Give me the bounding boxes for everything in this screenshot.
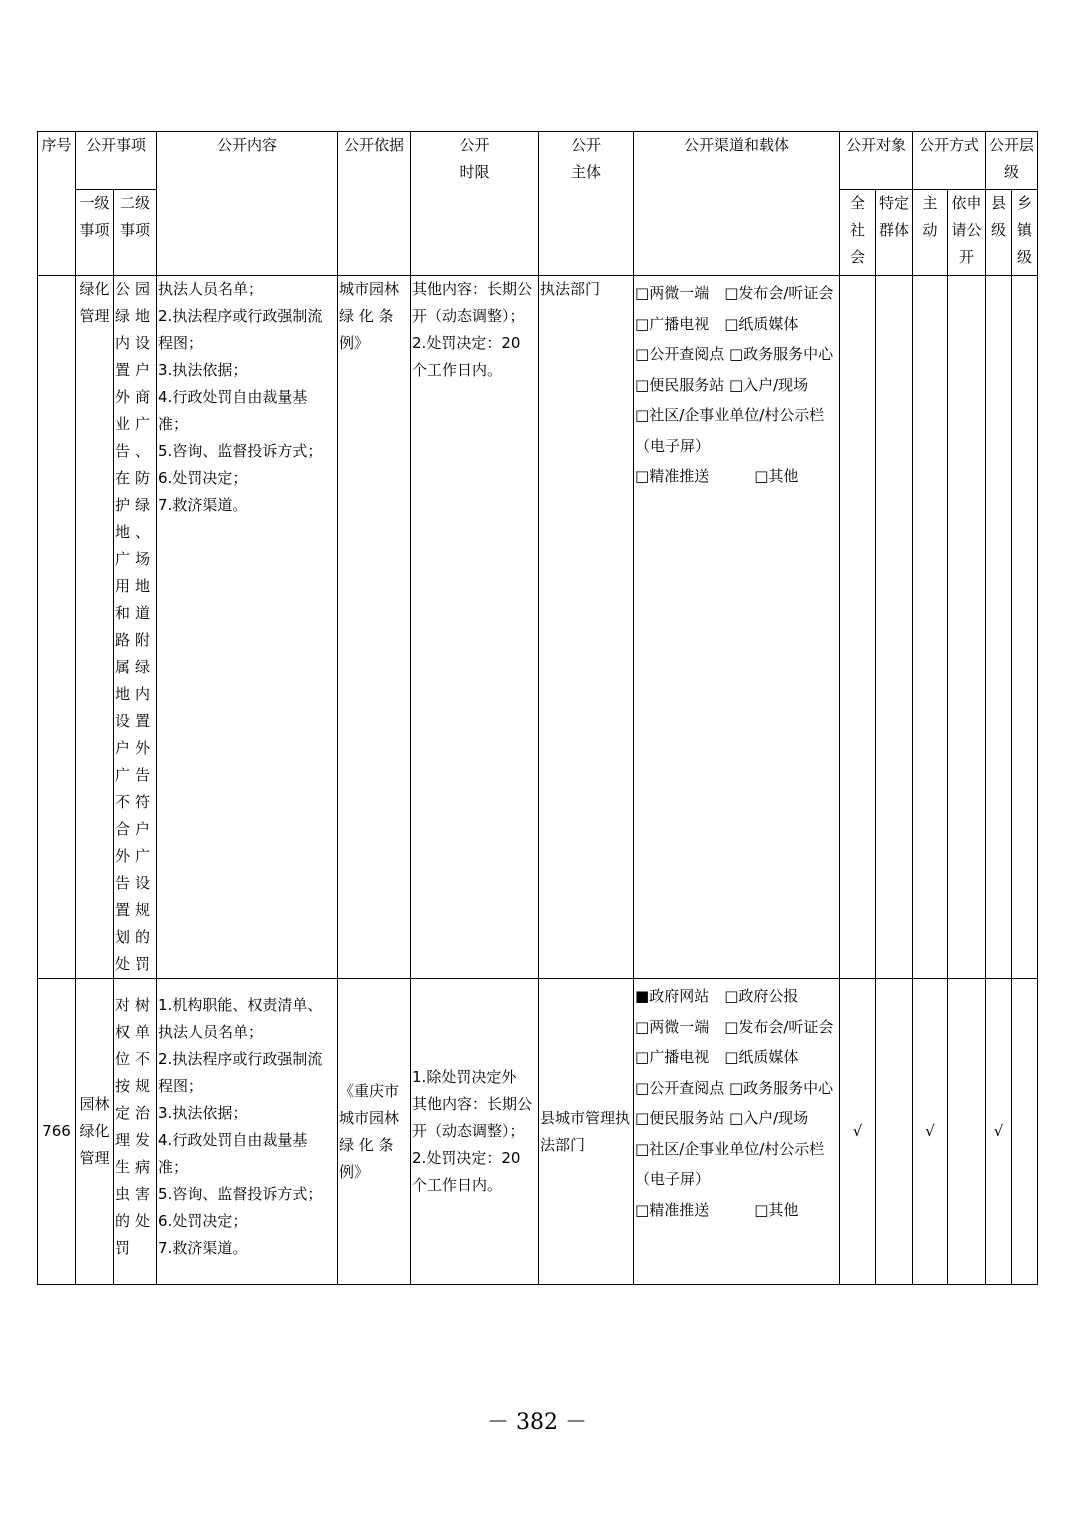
- table-row: [38, 979, 1038, 1285]
- header-target: 公开对象: [840, 132, 913, 190]
- header-seq: 序号: [38, 132, 76, 276]
- header-subject: 公开 主体: [539, 132, 634, 276]
- header-row-1: [38, 132, 1038, 190]
- header-target-all: 全 社 会: [840, 190, 876, 276]
- row-target-group: [876, 979, 913, 1285]
- row-subject: 县城市管理执法部门: [539, 979, 634, 1285]
- header-target-group: 特定 群体: [876, 190, 913, 276]
- row-content: 1.机构职能、权责清单、执法人员名单； 2.执法程序或行政强制流程图； 3.执法依据； 4.行政处罚自由裁量基准； 5.咨询、监督投诉方式； 6.处罚决定； 7.救济渠道。: [157, 979, 338, 1285]
- header-channel: 公开渠道和载体: [634, 132, 840, 276]
- row-level1: 园林 绿化 管理: [76, 979, 114, 1285]
- header-items: 公开事项: [76, 132, 157, 190]
- row-limit: 1.除处罚决定外 其他内容：长期公 开（动态调整）； 2.处罚决定：20 个工作日内。: [411, 979, 539, 1285]
- row-mode-apply: [948, 276, 986, 979]
- header-mode-active: 主 动: [913, 190, 948, 276]
- row-mode-active: [913, 276, 948, 979]
- table-row: [38, 276, 1038, 979]
- row-level-town: [1012, 979, 1038, 1285]
- row-channels: ■政府网站 □政府公报 □两微一端 □发布会/听证会 □广播电视 □纸质媒体 □公开查阅点 □政务服务中心 □便民服务站 □入户/现场 □社区/企事业单位/村公示栏（电子屏） □精准推送 □其他: [634, 979, 840, 1285]
- row-limit: 其他内容：长期公 开（动态调整）； 2.处罚决定：20 个工作日内。: [411, 276, 539, 979]
- row-target-all: [840, 276, 876, 979]
- row-subject: 执法部门: [539, 276, 634, 979]
- row-mode-active: √: [913, 979, 948, 1285]
- row-seq: 766: [38, 979, 76, 1285]
- row-level-county: √: [986, 979, 1012, 1285]
- header-mode: 公开方式: [913, 132, 986, 190]
- header-level1: 一级 事项: [76, 190, 114, 276]
- row-channels: □两微一端 □发布会/听证会 □广播电视 □纸质媒体 □公开查阅点 □政务服务中心 □便民服务站 □入户/现场 □社区/企事业单位/村公示栏（电子屏） □精准推送 □其他: [634, 276, 840, 979]
- row-level1: 绿化 管理: [76, 276, 114, 979]
- disclosure-table: [37, 131, 1038, 1285]
- row-mode-apply: [948, 979, 986, 1285]
- row-target-all: √: [840, 979, 876, 1285]
- row-seq: [38, 276, 76, 979]
- row-level2: 公园绿地内设置户外商业广告、在防护绿地、广场用地和道路附属绿地内设置户外广告不符合户外广告设置规划的处罚: [114, 276, 157, 979]
- header-mode-apply: 依申 请公 开: [948, 190, 986, 276]
- header-content: 公开内容: [157, 132, 338, 276]
- page-number: － 382 －: [487, 1410, 587, 1435]
- row-content: 执法人员名单； 2.执法程序或行政强制流程图； 3.执法依据； 4.行政处罚自由裁量基准； 5.咨询、监督投诉方式； 6.处罚决定； 7.救济渠道。: [157, 276, 338, 979]
- row-basis: 城市园林 绿 化 条 例》: [338, 276, 411, 979]
- row-basis: 《重庆市 城市园林 绿 化 条 例》: [338, 979, 411, 1285]
- header-level2: 二级 事项: [114, 190, 157, 276]
- header-limit: 公开 时限: [411, 132, 539, 276]
- row-level2: 对树权单位不按规定治理发生病虫害的处罚: [114, 979, 157, 1285]
- row-level-county: [986, 276, 1012, 979]
- header-level: 公开层 级: [986, 132, 1038, 190]
- row-target-group: [876, 276, 913, 979]
- header-basis: 公开依据: [338, 132, 411, 276]
- row-level-town: [1012, 276, 1038, 979]
- header-level-county: 县 级: [986, 190, 1012, 276]
- header-level-town: 乡 镇 级: [1012, 190, 1038, 276]
